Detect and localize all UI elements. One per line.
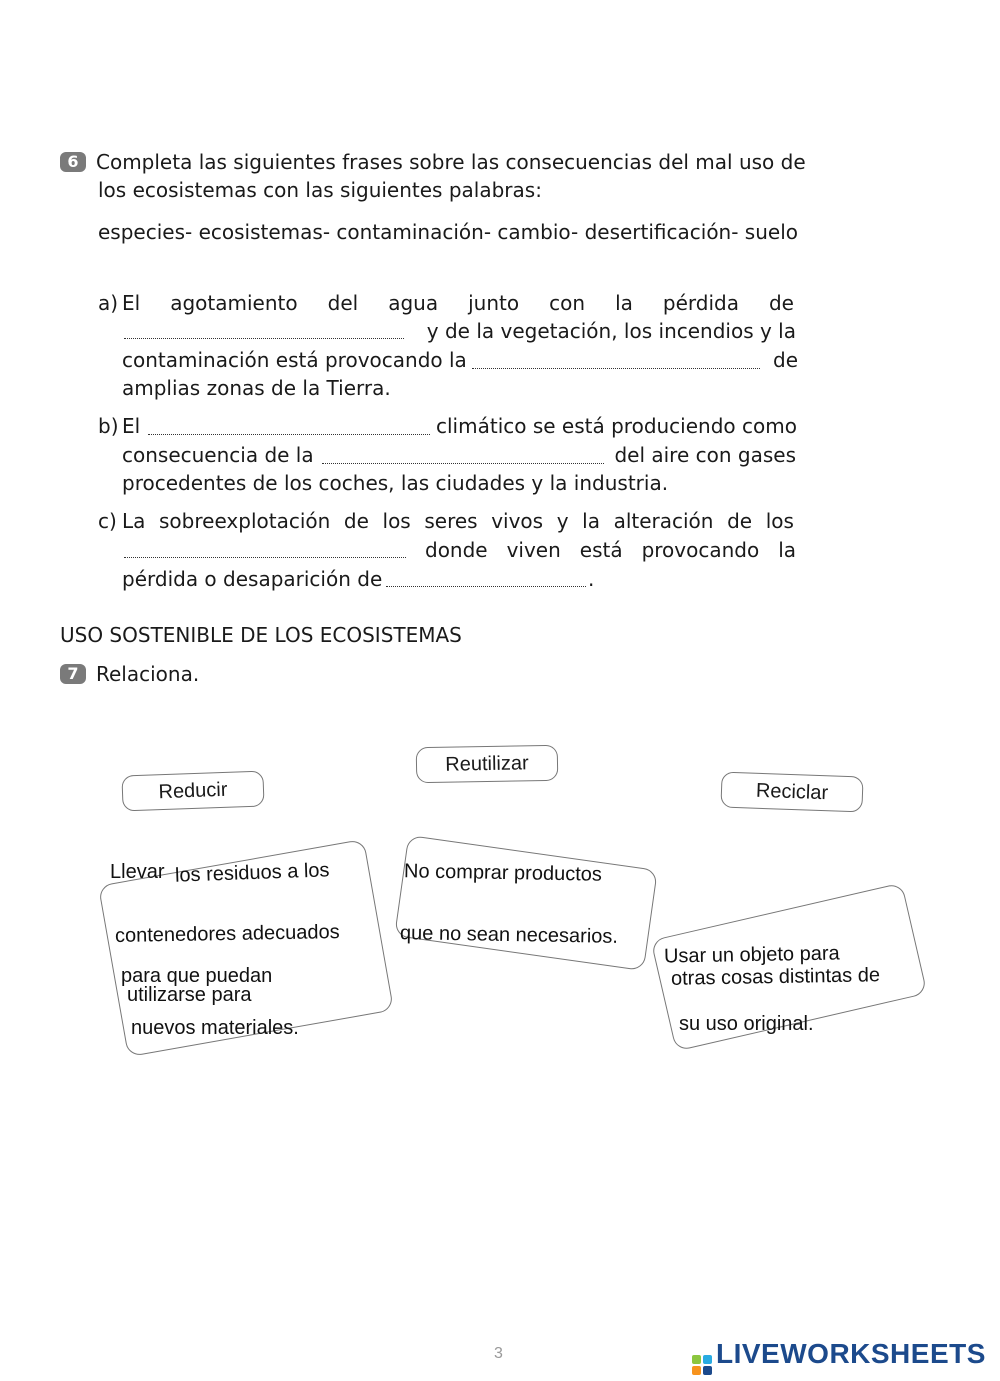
item-c-line3-end: . xyxy=(588,567,595,591)
card-2-text-1: No comprar productos xyxy=(403,860,603,886)
item-b-line1-start: El xyxy=(122,414,141,438)
section-title: USO SOSTENIBLE DE LOS ECOSISTEMAS xyxy=(60,623,462,647)
liveworksheets-logo[interactable] xyxy=(692,1338,986,1375)
card-1-text-1a: Llevar xyxy=(110,861,165,883)
item-b-line2-start: consecuencia de la xyxy=(122,443,314,467)
exercise-6-prompt-line1 xyxy=(60,148,806,176)
item-b-line3: procedentes de los coches, las ciudades y la industria. xyxy=(122,471,669,495)
word-box-reciclar[interactable]: Reciclar xyxy=(720,772,863,813)
liveworksheets-logo-icon xyxy=(692,1355,712,1375)
exercise-number-badge: 7 xyxy=(60,664,86,684)
item-a-line4: amplias zonas de la Tierra. xyxy=(122,376,391,400)
item-a-line2: y de la vegetación, los incendios y la xyxy=(426,319,796,343)
card-1-text-1b: los residuos a los xyxy=(174,859,330,887)
exercise-7-prompt: Relaciona. xyxy=(96,662,200,686)
exercise-number-badge: 6 xyxy=(60,152,86,172)
item-c-line3: pérdida o desaparición de xyxy=(122,567,383,591)
card-1-text-2: contenedores adecuados xyxy=(114,921,340,947)
item-b-line2-end: del aire con gases xyxy=(614,443,796,467)
card-1-text-4: utilizarse para xyxy=(127,984,252,1006)
card-3-text-1: Usar un objeto para xyxy=(663,942,840,968)
match-card-2[interactable] xyxy=(394,835,658,971)
blank-c1-input[interactable] xyxy=(124,557,406,558)
blank-c2-input[interactable] xyxy=(386,586,586,587)
word-box-reducir[interactable]: Reducir xyxy=(121,771,264,812)
brand-name: LIVEWORKSHEETS xyxy=(716,1338,986,1369)
item-a-line3-end: de xyxy=(773,348,798,372)
card-1-text-5: nuevos materiales. xyxy=(131,1017,299,1039)
card-1-text-3: para que puedan xyxy=(121,965,273,987)
item-a-line1: El agotamiento del agua junto con la pérdida de xyxy=(122,291,794,315)
item-b-label: b) xyxy=(98,414,119,438)
item-a-line3: contaminación está provocando la xyxy=(122,348,467,372)
item-c-label: c) xyxy=(98,509,117,533)
exercise-6-prompt-line2: los ecosistemas con las siguientes palabras: xyxy=(98,178,542,202)
item-c-line2: donde viven está provocando la xyxy=(425,538,796,562)
card-3-text-3: su uso original. xyxy=(679,1013,814,1035)
word-bank: especies- ecosistemas- contaminación- cambio- desertificación- suelo xyxy=(98,220,798,244)
card-3-text-2: otras cosas distintas de xyxy=(670,964,881,990)
exercise-6-prompt: Completa las siguientes frases sobre las consecuencias del mal uso de xyxy=(96,150,806,174)
exercise-7-prompt-line xyxy=(60,660,199,688)
blank-a1-input[interactable] xyxy=(124,338,404,339)
word-box-reutilizar[interactable]: Reutilizar xyxy=(416,745,559,783)
item-b-line1-end: climático se está produciendo como xyxy=(436,414,797,438)
item-a-label: a) xyxy=(98,291,119,315)
page-number: 3 xyxy=(494,1345,503,1362)
blank-b2-input[interactable] xyxy=(322,463,604,464)
item-c-line1: La sobreexplotación de los seres vivos y la alteración de los xyxy=(122,509,794,533)
card-2-text-2: que no sean necesarios. xyxy=(399,922,619,948)
blank-b1-input[interactable] xyxy=(148,434,430,435)
blank-a2-input[interactable] xyxy=(472,368,760,369)
